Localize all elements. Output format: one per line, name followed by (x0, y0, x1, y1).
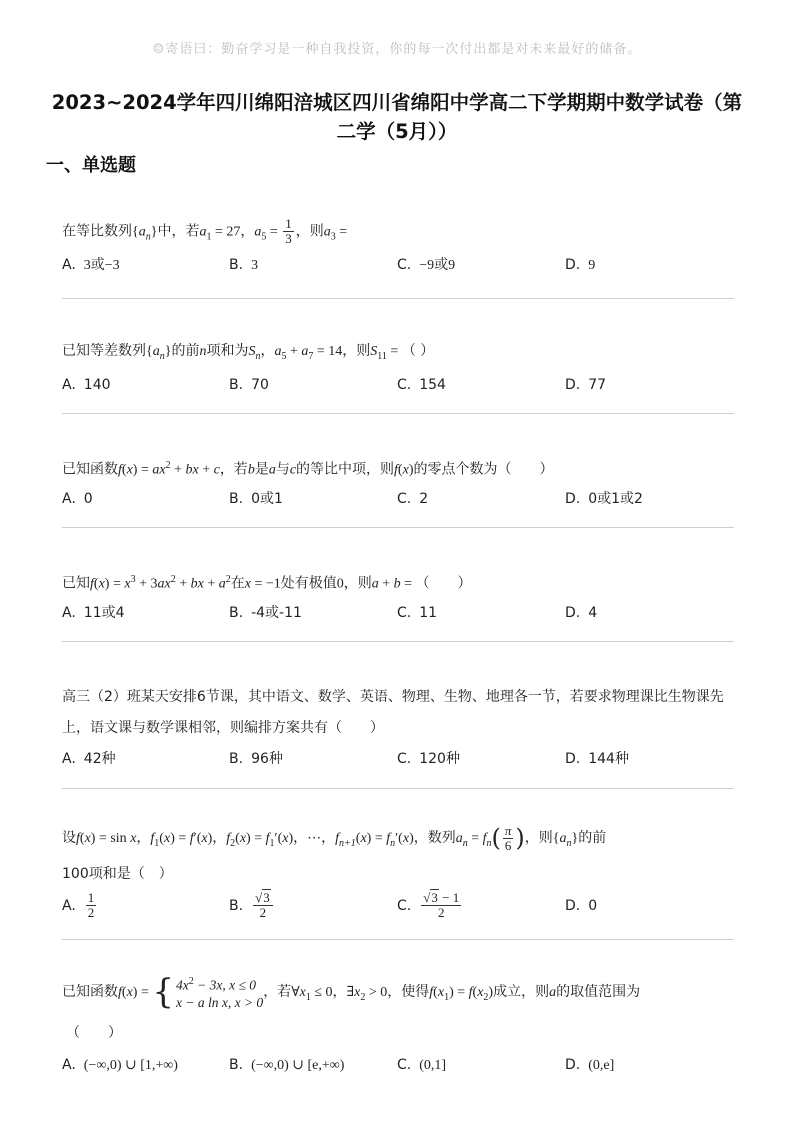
title-line-2: 二学（5月）） (336, 120, 458, 143)
page-title (46, 88, 748, 146)
divider (62, 298, 734, 299)
stem-line: 高三（2）班某天安排6节课，其中语文、数学、英语、物理、生物、地理各一节，若要求物理课比生物课先 (62, 689, 724, 705)
option-c[interactable]: C. 154 (397, 376, 446, 393)
question-stem (62, 682, 734, 744)
stem-line: （ ） (66, 1024, 122, 1041)
question-stem: 已知$f(x) = x^3 + 3ax^2$ + bx + $a^2$在x = −1处有极值0，则a + b = （ ） (62, 574, 472, 592)
question-stem: 已知函数f(x) = { $4x^2 - 3x$, x ≤ 0 x − a ln x, x > 0 ，若$\forall x_1 \le 0$，$\exists x_2 > 0$，使得$f(x_1) = f(x_2)$成立，则a的取值范围为 (62, 972, 641, 1012)
option-b[interactable]: B. 96种 (229, 751, 283, 767)
question-2 (62, 338, 734, 400)
option-c[interactable]: C. 2 (397, 490, 429, 507)
piecewise-function: { $4x^2 - 3x$, x ≤ 0 x − a ln x, x > 0 (152, 972, 264, 1012)
option-b[interactable]: B. $\frac{√3}{2}$ (229, 889, 275, 923)
options-row (62, 486, 734, 514)
question-5 (62, 682, 734, 774)
stem-line: 上，语文课与数学课相邻，则编排方案共有（ ） (62, 720, 384, 736)
options-row (62, 746, 734, 774)
options-row (62, 372, 734, 400)
option-d[interactable]: D. 0或1或2 (565, 490, 643, 507)
option-d[interactable]: D. 4 (565, 604, 598, 621)
question-stem: 设f(x) = sin x，$f_1(x) = f'(x)$，$f_2(x) = f_1'(x)$，⋯，$f_{n+1}(x) = f_n'(x)$，数列$a_n = f_n$( $\frac{\pi}{6}$ )，则$\{a_n\}$的前 (62, 822, 607, 853)
divider (62, 413, 734, 414)
option-b[interactable]: B. (−∞,0) ∪ [e,+∞) (229, 1056, 345, 1073)
option-d[interactable]: D. 0 (565, 897, 598, 914)
option-a[interactable]: A. 42种 (62, 751, 116, 767)
option-b[interactable]: B. 70 (229, 376, 269, 393)
question-stem: 已知等差数列$\{a_n\}$的前n项和为$S_n$，$a_5 + a_7 = 14$，则$S_{11}$ = （ ） (62, 343, 435, 362)
option-d[interactable]: D. 144种 (565, 751, 629, 767)
fraction: $\frac{\pi}{6}$ (504, 822, 512, 853)
divider (62, 788, 734, 789)
divider (62, 641, 734, 642)
question-3 (62, 453, 734, 514)
option-b[interactable]: B. 0或1 (229, 490, 283, 507)
options-row (62, 600, 734, 628)
watermark: ☺寄语曰：勤奋学习是一种自我投资，你的每一次付出都是对未来最好的储备。 (152, 42, 642, 57)
title-line-1: 2023~2024学年四川绵阳涪城区四川省绵阳中学高二下学期期中数学试卷（第 (51, 91, 743, 114)
options-row (62, 889, 734, 923)
option-a[interactable]: A. 140 (62, 376, 111, 393)
option-c[interactable]: C. −9或9 (397, 257, 456, 274)
section-heading: 一、单选题 (46, 155, 136, 176)
question-stem: 已知函数$f(x) = ax^2$ + bx + c，若b是a与c的等比中项，则f(x)的零点个数为（ ） (62, 460, 554, 478)
option-b[interactable]: B. -4或-11 (229, 604, 302, 621)
stem-line: 100项和是（ ） (62, 865, 173, 882)
question-1 (62, 217, 734, 280)
option-a[interactable]: A. $\frac{1}{2}$ (62, 890, 95, 921)
fraction: $\frac{1}{3}$ (285, 216, 292, 246)
option-c[interactable]: C. 120种 (397, 751, 460, 767)
option-b[interactable]: B. 3 (229, 257, 259, 274)
options-row (62, 1052, 734, 1080)
option-c[interactable]: C. (0,1] (397, 1056, 447, 1073)
option-c[interactable]: C. 11 (397, 604, 438, 621)
options-row (62, 252, 734, 280)
question-4 (62, 567, 734, 628)
question-stem: 在等比数列$\{a_n\}$中，若$a_1 = 27$，$a_5$ = $\frac{1}{3}$ ，则$a_3$ = (62, 216, 348, 246)
option-d[interactable]: D. 77 (565, 376, 607, 393)
question-6 (62, 821, 734, 923)
option-d[interactable]: D. 9 (565, 257, 596, 274)
divider (62, 527, 734, 528)
option-c[interactable]: C. $\frac{√3 - 1}{2}$ (397, 890, 460, 921)
option-a[interactable]: A. 3或−3 (62, 257, 120, 274)
option-a[interactable]: A. (−∞,0) ∪ [1,+∞) (62, 1056, 178, 1073)
divider (62, 939, 734, 940)
question-7 (62, 972, 734, 1080)
option-a[interactable]: A. 11或4 (62, 604, 125, 621)
option-a[interactable]: A. 0 (62, 490, 93, 507)
option-d[interactable]: D. (0,e] (565, 1056, 615, 1073)
